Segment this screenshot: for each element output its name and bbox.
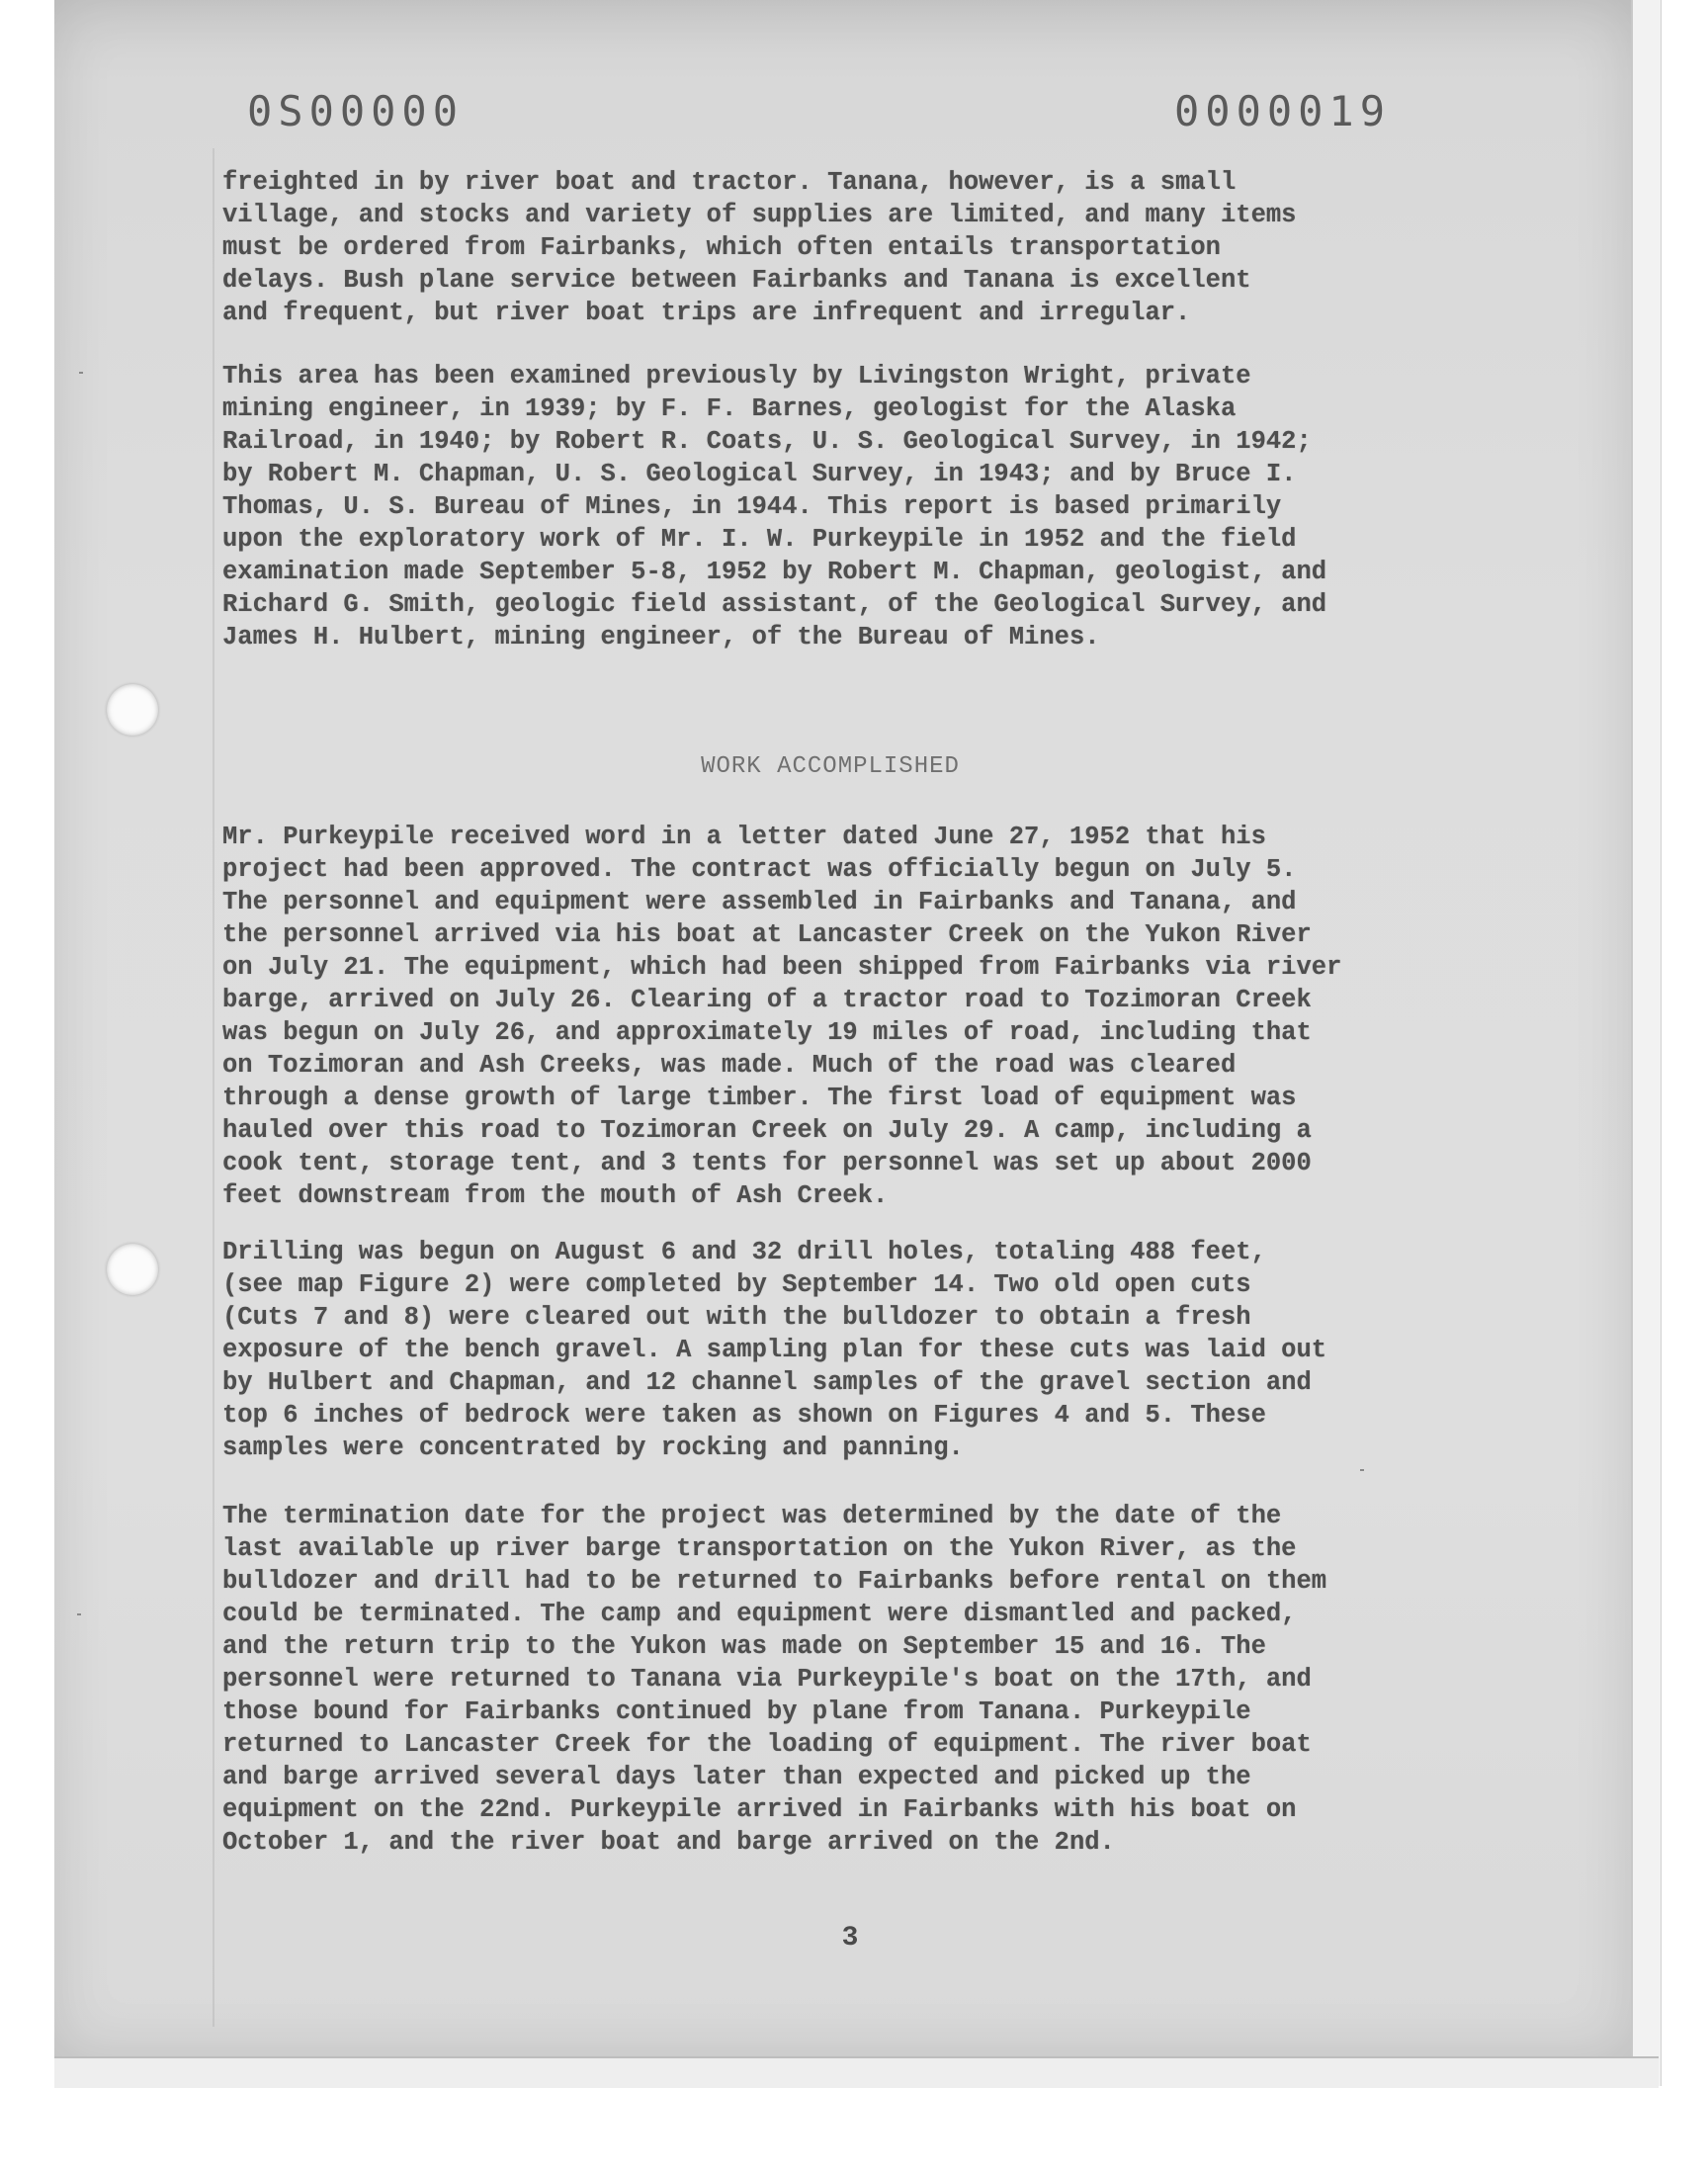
document-number-right: 0000019: [1174, 87, 1392, 135]
page-number: 3: [841, 1923, 859, 1954]
punch-hole-icon: [107, 684, 158, 736]
section-heading: WORK ACCOMPLISHED: [701, 753, 960, 780]
page-edge-strip: [1631, 0, 1662, 2086]
paragraph-termination: The termination date for the project was determined by the date of the last available up river barge transportation on the Yukon River, as the bulldozer and drill had to be returned to Fairbanks before rental on them could be terminated. The camp and equipment were dismantled and packed, and the return trip to the Yukon was made on September 15 and 16. The personnel were returned to Tanana via Purkeypile's boat on the 17th, and those bound for Fairbanks continued by plane from Tanana. Purkeypile returned to Lancaster Creek for the loading of equipment. The river boat and barge arrived several days later than expected and picked up the equipment on the 22nd. Purkeypile arrived in Fairbanks with his boat on October 1, and the river boat and barge arrived on the 2nd.: [222, 1502, 1327, 1857]
scan-speck: [1360, 1469, 1364, 1471]
document-number-left: 0S00000: [247, 87, 465, 135]
punch-hole-icon: [107, 1244, 158, 1295]
scan-speck: [77, 1613, 81, 1615]
paragraph-drilling: Drilling was begun on August 6 and 32 drill holes, totaling 488 feet, (see map Figure 2) were completed by September 14. Two old open cuts (Cuts 7 and 8) were cleared out with the bulldozer to obtain a fresh exposure of the bench gravel. A sampling plan for these cuts was laid out by Hulbert and Chapman, and 12 channel samples of the gravel section and top 6 inches of bedrock were taken as shown on Figures 4 and 5. These samples were concentrated by rocking and panning.: [222, 1238, 1327, 1462]
scan-speck: [79, 372, 83, 374]
paragraph-project-start: Mr. Purkeypile received word in a letter dated June 27, 1952 that his project had been approved. The contract was officially begun on July 5. The personnel and equipment were assembled in Fairbanks and Tanana, and the personnel arrived via his boat at Lancaster Creek on the Yukon River on July 21. The equipment, which had been shipped from Fairbanks via river barge, arrived on July 26. Clearing of a tractor road to Tozimoran Creek was begun on July 26, and approximately 19 miles of road, including that on Tozimoran and Ash Creeks, was made. Much of the road was cleared through a dense growth of large timber. The first load of equipment was hauled over this road to Tozimoran Creek on July 29. A camp, including a cook tent, storage tent, and 3 tents for personnel was set up about 2000 feet downstream from the mouth of Ash Creek.: [222, 823, 1342, 1210]
paragraph-previous-examinations: This area has been examined previously by Livingston Wright, private mining engineer, in 1939; by F. F. Barnes, geologist for the Alaska Railroad, in 1940; by Robert R. Coats, U. S. Geological Survey, in 1942; by Robert M. Chapman, U. S. Geological Survey, in 1943; and by Bruce I. Thomas, U. S. Bureau of Mines, in 1944. This report is based primarily upon the exploratory work of Mr. I. W. Purkeypile in 1952 and the field examination made September 5-8, 1952 by Robert M. Chapman, geologist, and Richard G. Smith, geologic field assistant, of the Geological Survey, and James H. Hulbert, mining engineer, of the Bureau of Mines.: [222, 362, 1327, 652]
margin-line: [213, 148, 214, 2027]
page-bottom-edge: [54, 2056, 1659, 2088]
paragraph-transportation: freighted in by river boat and tractor. Tanana, however, is a small village, and stocks and variety of supplies are limited, and many items must be ordered from Fairbanks, which often entails transportation delays. Bush plane service between Fairbanks and Tanana is excellent and frequent, but river boat trips are infrequent and irregular.: [222, 168, 1297, 327]
